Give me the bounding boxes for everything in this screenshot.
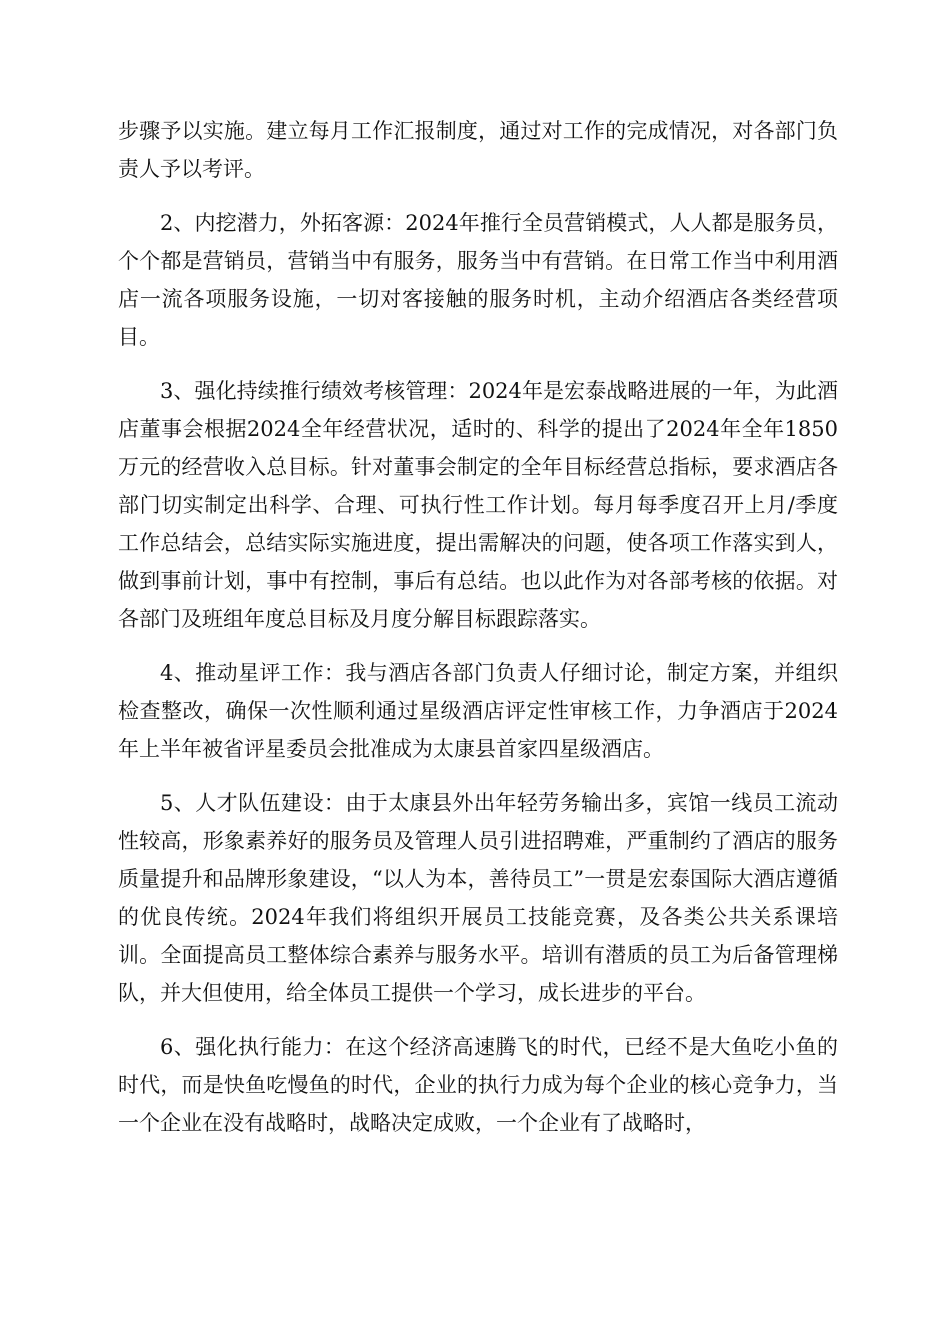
paragraph-item-4: 4、推动星评工作：我与酒店各部门负责人仔细讨论，制定方案，并组织检查整改，确保一次性顺利通过星级酒店评定性审核工作，力争酒店于2024年上半年被省评星委员会批准成为太康县首家四星级酒店。: [118, 661, 838, 761]
paragraph-item-6: 6、强化执行能力：在这个经济高速腾飞的时代，已经不是大鱼吃小鱼的时代，而是快鱼吃慢鱼的时代，企业的执行力成为每个企业的核心竞争力，当一个企业在没有战略时，战略决定成败，一个企业有了战略时，: [118, 1035, 838, 1135]
document-body: [118, 112, 838, 1158]
paragraph-item-3: 3、强化持续推行绩效考核管理：2024年是宏泰战略进展的一年，为此酒店董事会根据2024全年经营状况，适时的、科学的提出了2024年全年1850万元的经营收入总目标。针对董事会制定的全年目标经营总指标，要求酒店各部门切实制定出科学、合理、可执行性工作计划。每月每季度召开上月/季度工作总结会，总结实际实施进度，提出需解决的问题，使各项工作落实到人，做到事前计划，事中有控制，事后有总结。也以此作为对各部考核的依据。对各部门及班组年度总目标及月度分解目标跟踪落实。: [118, 379, 838, 631]
paragraph-item-5: 5、人才队伍建设：由于太康县外出年轻劳务输出多，宾馆一线员工流动性较高，形象素养好的服务员及管理人员引进招聘难，严重制约了酒店的服务质量提升和品牌形象建设，“以人为本，善待员工”一贯是宏泰国际大酒店遵循的优良传统。2024年我们将组织开展员工技能竞赛，及各类公共关系课培训。全面提高员工整体综合素养与服务水平。培训有潜质的员工为后备管理梯队，并大但使用，给全体员工提供一个学习，成长进步的平台。: [118, 791, 838, 1005]
paragraph-item-2: 2、内挖潜力，外拓客源：2024年推行全员营销模式，人人都是服务员，个个都是营销员，营销当中有服务，服务当中有营销。在日常工作当中利用酒店一流各项服务设施，一切对客接触的服务时机，主动介绍酒店各类经营项目。: [118, 211, 838, 349]
paragraph-continuation: 步骤予以实施。建立每月工作汇报制度，通过对工作的完成情况，对各部门负责人予以考评。: [118, 119, 838, 181]
